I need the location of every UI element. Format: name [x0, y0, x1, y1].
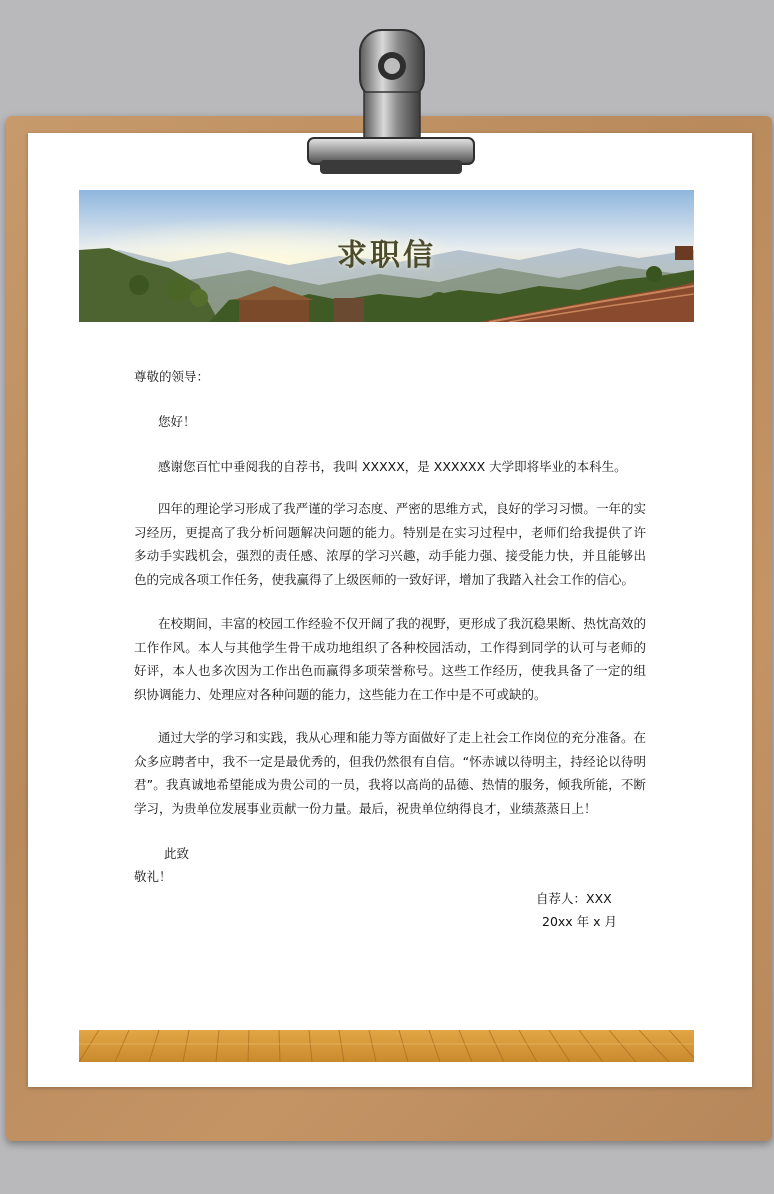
header-banner [79, 190, 694, 322]
paragraph-3: 通过大学的学习和实践，我从心理和能力等方面做好了走上社会工作岗位的充分准备。在众多应聘者中，我不一定是最优秀的，但我仍然很有自信。“怀赤诚以待明主，持经论以待明君”。我真诚地希望能成为贵公司的一员，我将以高尚的品德、热情的服务，倾我所能，不断学习，为贵单位发展事业贡献一份力量。最后，祝贵单位纳得良才，业绩蒸蒸日上！ [134, 730, 646, 816]
intro-line: 感谢您百忙中垂阅我的自荐书，我叫 XXXXX，是 XXXXXX 大学即将毕业的本科生。 [158, 459, 627, 474]
banner-title: 求职信 [337, 238, 436, 273]
binder-clip-icon [300, 22, 480, 182]
greeting: 您好！ [158, 414, 196, 429]
signature: 自荐人：XXX [536, 891, 612, 906]
closing-cizhi: 此致 [164, 846, 190, 861]
closing-jingli: 敬礼！ [134, 869, 172, 884]
paragraph-1: 四年的理论学习形成了我严谨的学习态度、严密的思维方式，良好的学习习惯。一年的实习经历，更提高了我分析问题解决问题的能力。特别是在实习过程中，老师们给我提供了许多动手实践机会，强烈的责任感、浓厚的学习兴趣，动手能力强、接受能力快，并且能够出色的完成各项工作任务，使我赢得了上级医师的一致好评，增加了我踏入社会工作的信心。 [134, 501, 646, 587]
wood-planks-image [79, 1030, 694, 1062]
salutation: 尊敬的领导： [134, 369, 210, 384]
wood-floor-image [79, 1030, 694, 1062]
letter-date: 20xx 年 x 月 [542, 914, 618, 929]
paragraph-2: 在校期间，丰富的校园工作经验不仅开阔了我的视野，更形成了我沉稳果断、热忱高效的工作作风。本人与其他学生骨干成功地组织了各种校园活动，工作得到同学的认可与老师的好评，本人也多次因为工作出色而赢得多项荣誉称号。这些工作经历，使我具备了一定的组织协调能力、处理应对各种问题的能力，这些能力在工作中是不可或缺的。 [134, 616, 646, 702]
